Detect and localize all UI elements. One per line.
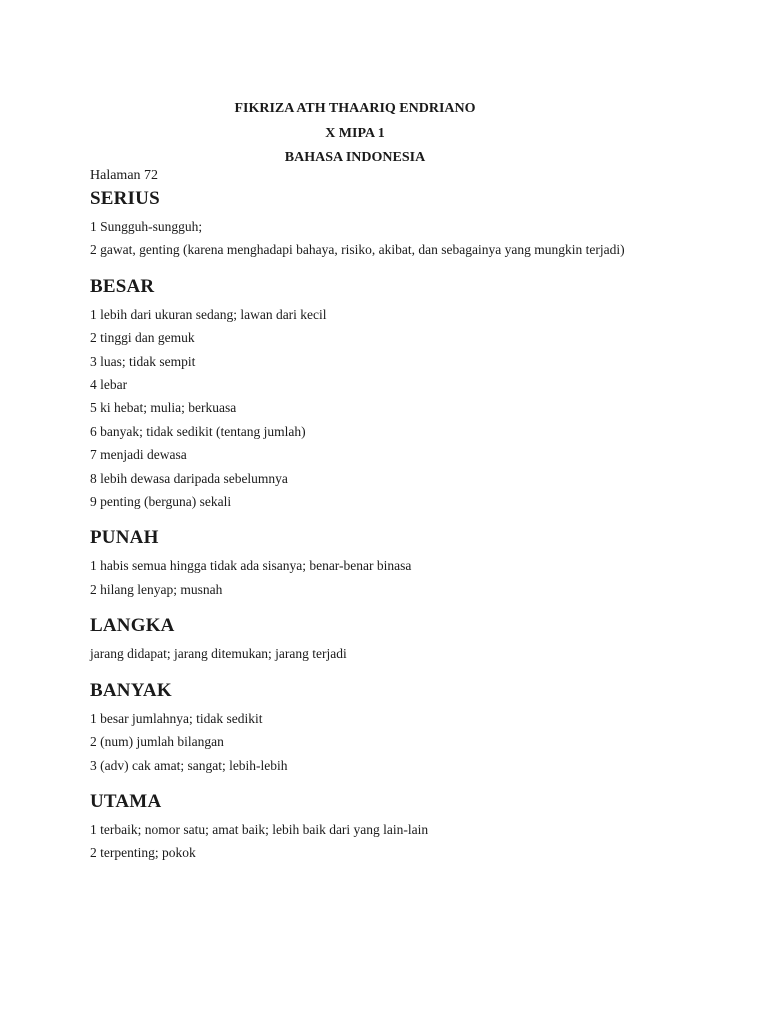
- entry-definition: 1 lebih dari ukuran sedang; lawan dari kecil: [90, 306, 327, 322]
- entry-definition: 2 tinggi dan gemuk: [90, 330, 195, 346]
- author-name: FIKRIZA ATH THAARIQ ENDRIANO: [234, 101, 476, 116]
- entry-punah: [90, 526, 690, 601]
- entry-definition: 3 (adv) cak amat; sangat; lebih-lebih: [90, 757, 288, 773]
- entry-definition: 4 lebar: [90, 377, 128, 393]
- entry-definition: 1 besar jumlahnya; tidak sedikit: [90, 710, 263, 726]
- entry-definition: 1 terbaik; nomor satu; amat baik; lebih baik dari yang lain-lain: [90, 821, 429, 837]
- entry-utama: [90, 790, 690, 865]
- entry-serius: [90, 187, 690, 262]
- entry-definition: jarang didapat; jarang ditemukan; jarang terjadi: [90, 646, 347, 662]
- entry-term: SERIUS: [90, 188, 160, 209]
- entry-definition: 2 gawat, genting (karena menghadapi bahaya, risiko, akibat, dan sebagainya yang mungkin terjadi): [90, 242, 625, 258]
- entry-banyak: [90, 679, 690, 777]
- entry-definition: 2 terpenting; pokok: [90, 845, 196, 861]
- subject-name: BAHASA INDONESIA: [284, 150, 426, 165]
- class-name: X MIPA 1: [325, 125, 385, 141]
- entry-definition: 9 penting (berguna) sekali: [90, 494, 232, 510]
- entry-term: BESAR: [90, 275, 155, 297]
- entry-langka: [90, 614, 690, 665]
- entry-definition: 8 lebih dewasa daripada sebelumnya: [90, 470, 288, 486]
- page-reference: Halaman 72: [90, 168, 159, 183]
- entry-term: PUNAH: [90, 527, 159, 549]
- entry-definition: 2 (num) jumlah bilangan: [90, 734, 224, 750]
- entry-term: BANYAK: [90, 679, 172, 701]
- entry-definition: 5 ki hebat; mulia; berkuasa: [90, 400, 237, 416]
- document-body: [90, 164, 690, 865]
- entry-term: UTAMA: [90, 790, 162, 812]
- entry-term: LANGKA: [90, 615, 175, 637]
- entry-definition: 7 menjadi dewasa: [90, 447, 187, 463]
- entry-definition: 1 Sungguh-sungguh;: [90, 219, 203, 234]
- entry-definition: 3 luas; tidak sempit: [90, 353, 196, 369]
- document-header: [0, 97, 710, 171]
- entry-besar: [90, 275, 690, 514]
- entry-definition: 6 banyak; tidak sedikit (tentang jumlah): [90, 423, 306, 439]
- entry-definition: 2 hilang lenyap; musnah: [90, 581, 223, 597]
- entry-definition: 1 habis semua hingga tidak ada sisanya; benar-benar binasa: [90, 558, 412, 574]
